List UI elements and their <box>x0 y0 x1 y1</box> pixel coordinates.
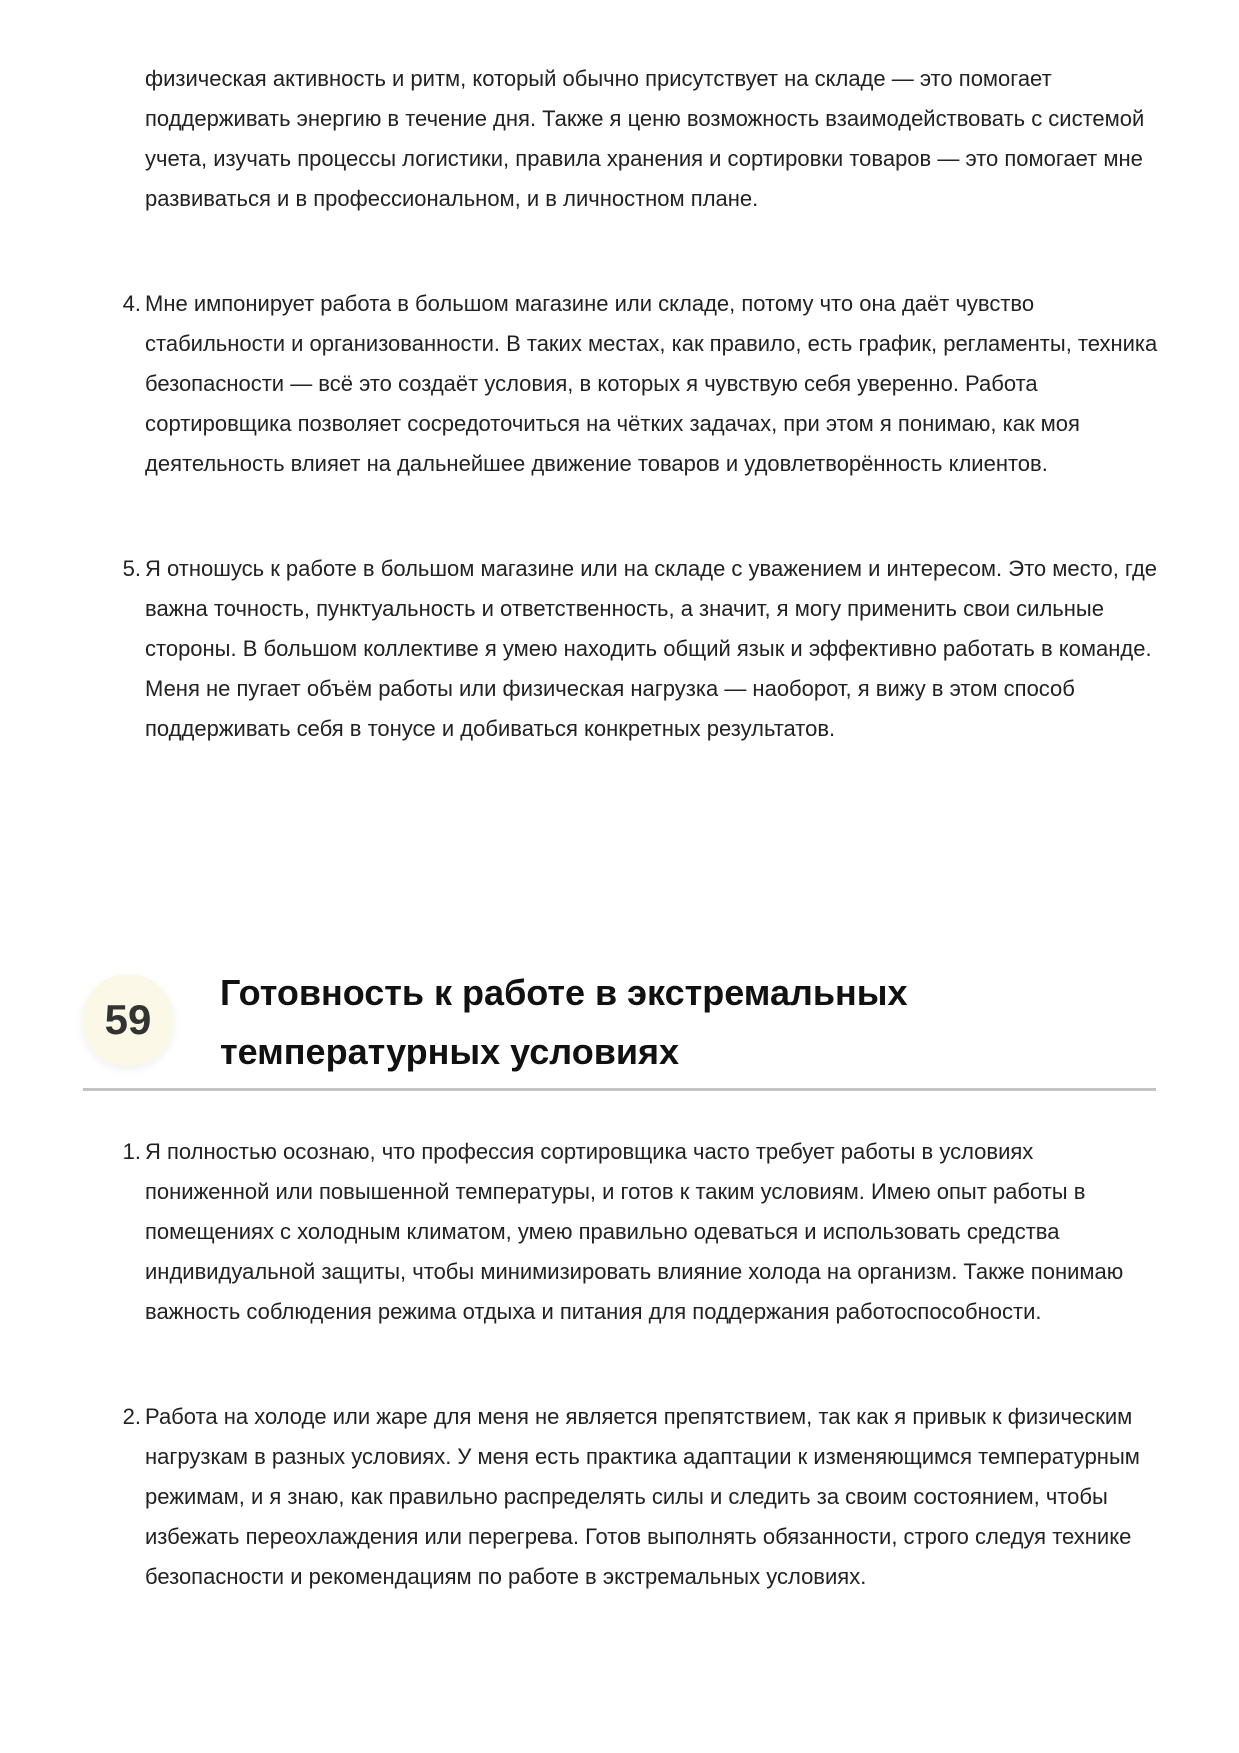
list-text: Мне импонирует работа в большом магазине или складе, потому что она даёт чувство стабильности и организованности. В таких местах, как правило, есть график, регламенты, техника безопасности — всё это создаёт условия, в которых я чувствую себя уверенно. Работа сортировщика позволяет сосредоточиться на чётких задачах, при этом я понимаю, как моя деятельность влияет на дальнейшее движение товаров и удовлетворённость клиентов. <box>145 291 1158 476</box>
list-item <box>122 1132 1160 1332</box>
list-item <box>122 549 1160 749</box>
list-item <box>122 284 1160 484</box>
continued-paragraph: физическая активность и ритм, который обычно присутствует на складе — это помогает поддерживать энергию в течение дня. Также я ценю возможность взаимодействовать с системой учета, изучать процессы логистики, правила хранения и сортировки товаров — это помогает мне развиваться и в профессиональном, и в личностном плане. <box>145 66 1145 211</box>
list-text: Работа на холоде или жаре для меня не является препятствием, так как я привык к физическим нагрузкам в разных условиях. У меня есть практика адаптации к изменяющимся температурным режимам, и я знаю, как правильно распределять силы и следить за своим состоянием, чтобы избежать переохлаждения или перегрева. Готов выполнять обязанности, строго следуя технике безопасности и рекомендациям по работе в экстремальных условиях. <box>145 1404 1140 1589</box>
section-title: Готовность к работе в экстремальных температурных условиях <box>220 972 908 1072</box>
list-item <box>122 1397 1160 1597</box>
section-number-badge: 59 <box>82 974 174 1066</box>
list-number: 5. <box>122 556 141 581</box>
list-text: Я полностью осознаю, что профессия сортировщика часто требует работы в условиях пониженной или повышенной температуры, и готов к таким условиям. Имею опыт работы в помещениях с холодным климатом, умею правильно одеваться и использовать средства индивидуальной защиты, чтобы минимизировать влияние холода на организм. Также понимаю важность соблюдения режима отдыха и питания для поддержания работоспособности. <box>145 1139 1124 1324</box>
list-text: Я отношусь к работе в большом магазине или на складе с уважением и интересом. Это место, где важна точность, пунктуальность и ответственность, а значит, я могу применить свои сильные стороны. В большом коллективе я умею находить общий язык и эффективно работать в команде. Меня не пугает объём работы или физическая нагрузка — наоборот, я вижу в этом способ поддерживать себя в тонусе и добиваться конкретных результатов. <box>145 556 1158 741</box>
list-number: 2. <box>122 1404 141 1429</box>
list-number: 1. <box>122 1139 141 1164</box>
section-divider <box>83 1088 1156 1091</box>
list-number: 4. <box>122 291 141 316</box>
